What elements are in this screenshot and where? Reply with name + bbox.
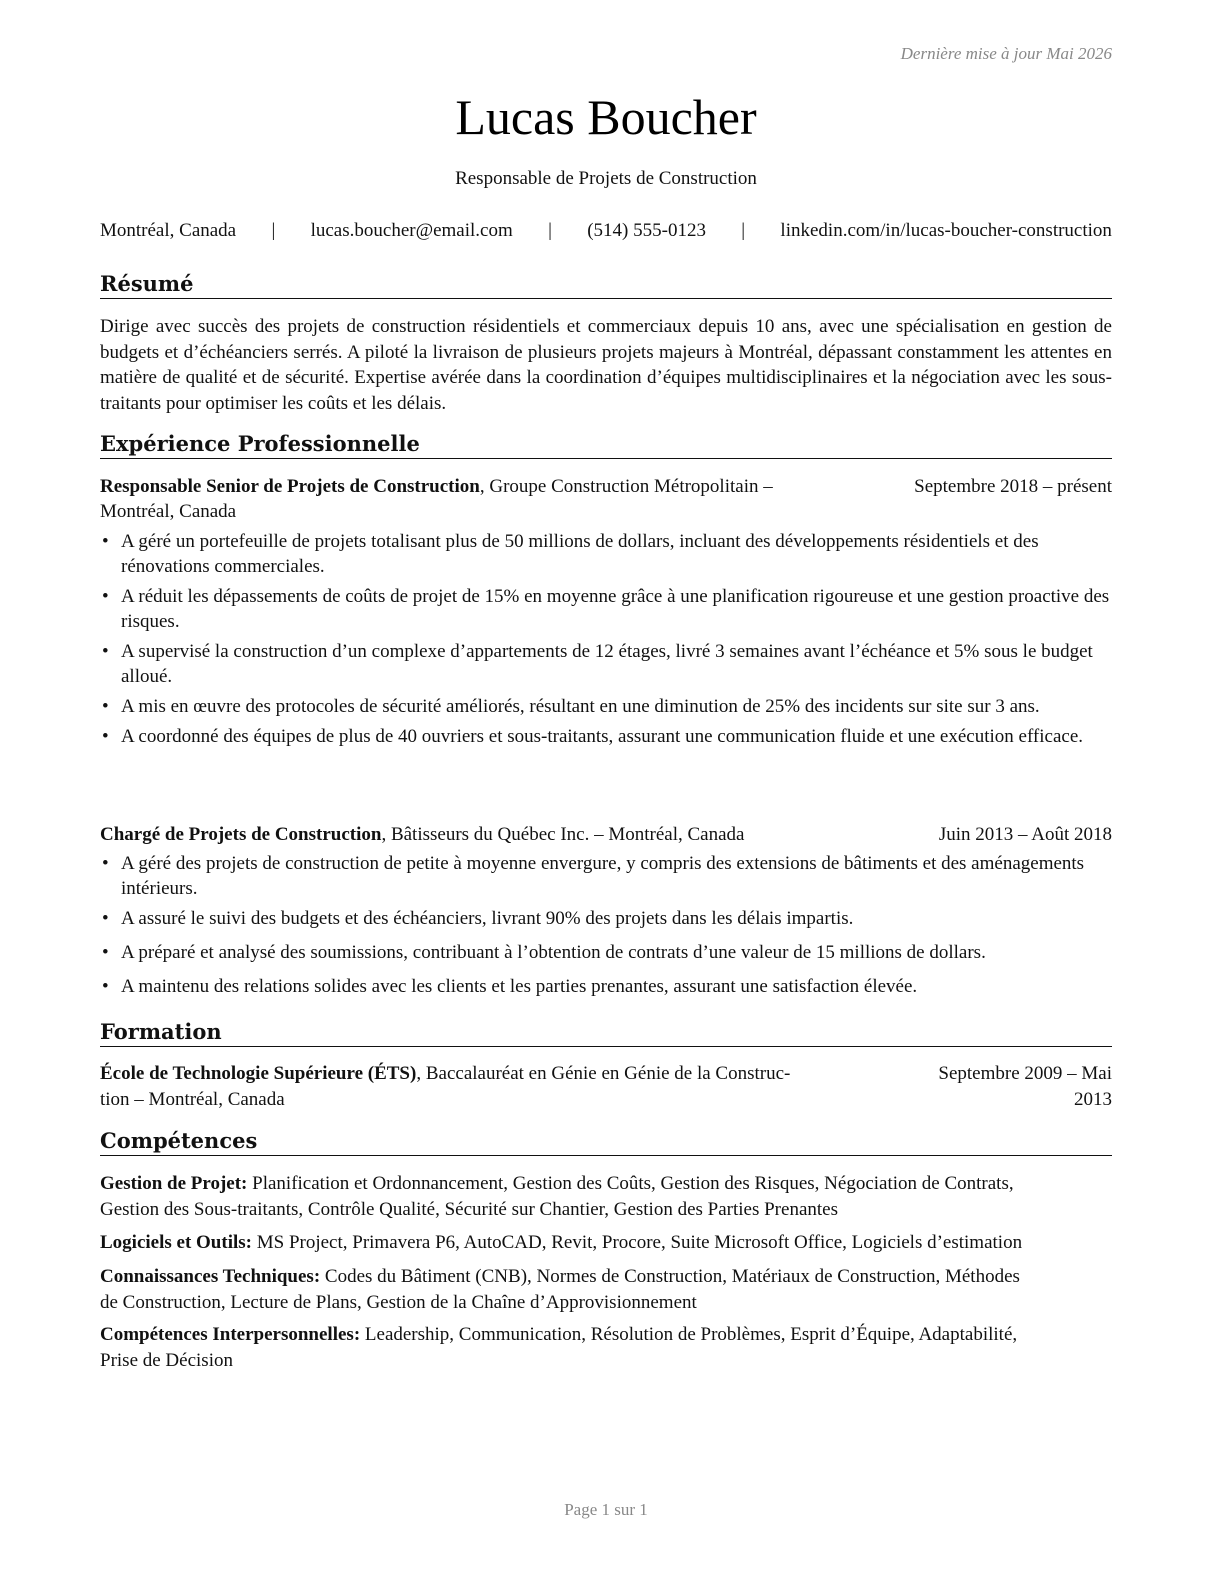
list-item: • A supervisé la construction d’un complexe d’appartements de 12 étages, livré 3 semaines avant l’échéance et 5% sous le budget alloué.	[100, 639, 1112, 689]
list-item: • A coordonné des équipes de plus de 40 ouvriers et sous-traitants, assurant une communication fluide et une exécution efficace.	[100, 724, 1112, 749]
skill-values: Codes du Bâtiment (CNB), Normes de Construction, Matériaux de Construction, Méthodes	[320, 1266, 1020, 1287]
job-dates: Septembre 2018 – présent	[914, 476, 1112, 497]
job-role: Responsable Senior de Projets de Construction	[100, 476, 480, 497]
skill-values-cont: Prise de Décision	[100, 1349, 233, 1371]
skill-group	[100, 1322, 1118, 1373]
skill-values-cont: Gestion des Sous-traitants, Contrôle Qualité, Sécurité sur Chantier, Gestion des Parties Prenantes	[100, 1198, 838, 1220]
list-item: • A préparé et analysé des soumissions, contribuant à l’obtention de contrats d’une valeur de 15 millions de dollars.	[100, 940, 1112, 965]
skill-values: Leadership, Communication, Résolution de Problèmes, Esprit d’Équipe, Adaptabilité,	[360, 1324, 1018, 1345]
education-dates-end: 2013	[1074, 1089, 1112, 1110]
contact-line	[100, 218, 1112, 244]
skill-group	[100, 1230, 1118, 1256]
skill-group	[100, 1264, 1118, 1315]
contact-email[interactable]: lucas.boucher@email.com	[310, 220, 513, 241]
list-item: • A maintenu des relations solides avec les clients et les parties prenantes, assurant une satisfaction élevée.	[100, 974, 1112, 999]
job-bullets	[100, 529, 1112, 754]
education-entry-cont	[100, 1087, 1112, 1113]
skill-label: Compétences Interpersonnelles:	[100, 1324, 361, 1345]
section-heading-experience: Expérience Professionnelle	[100, 430, 1112, 459]
contact-separator: |	[741, 220, 746, 241]
education-degree: , Baccalauréat en Génie en Génie de la Construc-	[416, 1063, 791, 1084]
job-bullets	[100, 851, 1112, 1004]
education-location: tion – Montréal, Canada	[100, 1089, 285, 1110]
list-item: • A géré un portefeuille de projets totalisant plus de 50 millions de dollars, incluant des développements résidentiels et des rénovations commerciales.	[100, 529, 1112, 579]
list-item: • A réduit les dépassements de coûts de projet de 15% en moyenne grâce à une planification rigoureuse et une gestion proactive des risques.	[100, 584, 1112, 634]
contact-separator: |	[271, 220, 276, 241]
job-company: , Bâtisseurs du Québec Inc. – Montréal, Canada	[381, 824, 745, 845]
contact-linkedin[interactable]: linkedin.com/in/lucas-boucher-construction	[780, 220, 1112, 241]
education-school: École de Technologie Supérieure (ÉTS)	[100, 1063, 417, 1084]
resume-page	[100, 0, 1112, 1584]
contact-location: Montréal, Canada	[100, 220, 237, 241]
skill-label: Connaissances Techniques:	[100, 1266, 321, 1287]
contact-separator: |	[548, 220, 552, 241]
job-company: , Groupe Construction Métropolitain –	[479, 476, 773, 497]
education-dates: Septembre 2009 – Mai	[938, 1063, 1112, 1084]
skill-values: MS Project, Primavera P6, AutoCAD, Revit, Procore, Suite Microsoft Office, Logiciels d’estimation	[251, 1232, 1023, 1253]
section-heading-education: Formation	[100, 1018, 1112, 1047]
education-entry	[100, 1061, 1112, 1087]
skill-label: Gestion de Projet:	[100, 1173, 248, 1194]
skill-group	[100, 1171, 1118, 1222]
job-dates: Juin 2013 – Août 2018	[938, 824, 1112, 845]
summary-text: Dirige avec succès des projets de construction résidentiels et commerciaux depuis 10 ans, avec une spécialisation en gestion de budgets et d’échéanciers serrés. A piloté la livraison de plusieurs projets majeurs à Montréal, dépassant constamment les attentes en matière de qualité et de sécurité. Expertise avérée dans la coordination d’équipes multidisciplinaires et la négociation avec les sous-traitants pour optimiser les coûts et les délais.	[100, 316, 1112, 414]
skill-values: Planification et Ordonnancement, Gestion des Coûts, Gestion des Risques, Négociation de Contrats,	[247, 1173, 1014, 1194]
candidate-title: Responsable de Projets de Construction	[455, 168, 757, 189]
skill-values-cont: de Construction, Lecture de Plans, Gestion de la Chaîne d’Approvisionnement	[100, 1291, 697, 1313]
job-header	[100, 822, 1112, 848]
skill-label: Logiciels et Outils:	[100, 1232, 252, 1253]
last-updated: Dernière mise à jour Mai 2026	[900, 44, 1112, 63]
section-heading-summary: Résumé	[100, 270, 1112, 299]
list-item: • A mis en œuvre des protocoles de sécurité améliorés, résultant en une diminution de 25% des incidents sur site sur 3 ans.	[100, 694, 1112, 719]
list-item: • A assuré le suivi des budgets et des échéanciers, livrant 90% des projets dans les délais impartis.	[100, 906, 1112, 931]
contact-phone[interactable]: (514) 555-0123	[587, 220, 706, 241]
job-location: Montréal, Canada	[100, 501, 237, 522]
list-item: • A géré des projets de construction de petite à moyenne envergure, y compris des extensions de bâtiments et des aménagements intérieurs.	[100, 851, 1112, 901]
job-header	[100, 474, 1112, 500]
page-number: Page 1 sur 1	[564, 1500, 648, 1519]
candidate-name: Lucas Boucher	[455, 89, 757, 145]
section-heading-skills: Compétences	[100, 1127, 1112, 1156]
job-role: Chargé de Projets de Construction	[100, 824, 382, 845]
